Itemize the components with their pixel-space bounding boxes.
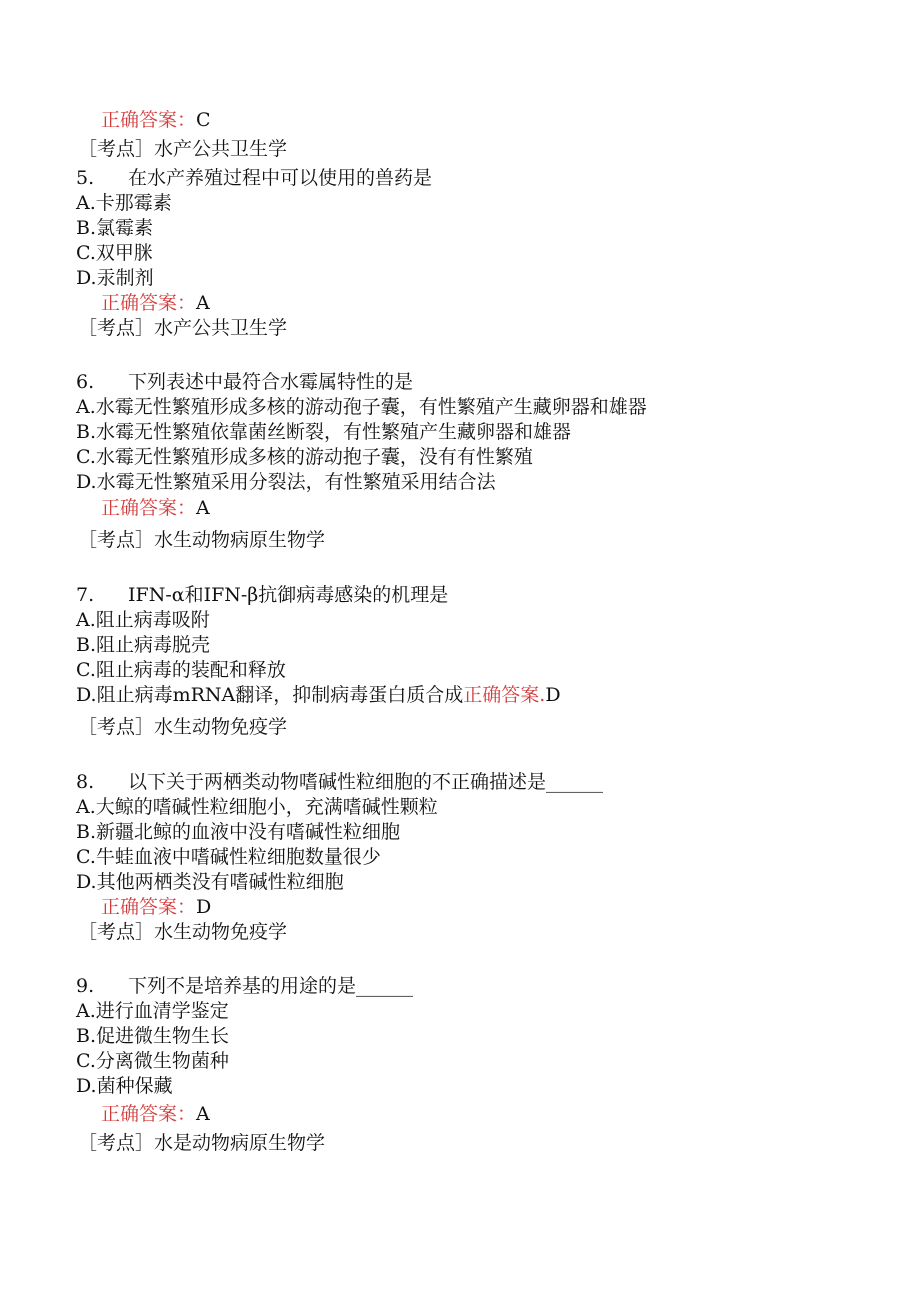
answer-value: D — [196, 896, 212, 918]
option-q9-a: A.进行血清学鉴定 — [76, 1000, 229, 1022]
question-text: 下列表述中最符合水霉属特性的是 — [128, 371, 414, 393]
option-q6-a: A.水霉无性繁殖形成多核的游动孢子囊，有性繁殖产生藏卵器和雄器 — [76, 396, 647, 418]
question-stem-q9 — [76, 974, 413, 998]
question-stem-q5 — [76, 166, 432, 190]
answer-value: D — [545, 684, 561, 706]
answer-value: A — [196, 292, 210, 314]
answer-label: 正确答案： — [101, 292, 197, 314]
option-q6-c: C.水霉无性繁殖形成多核的游动抱子囊，没有有性繁殖 — [76, 446, 533, 468]
option-q7-c: C.阻止病毒的装配和释放 — [76, 659, 286, 681]
question-stem-q6 — [76, 370, 413, 394]
kaodian-q8: ［考点］水生动物免疫学 — [78, 921, 288, 943]
question-text: 下列不是培养基的用途的是 — [128, 975, 357, 997]
answer-label: 正确答案： — [101, 109, 197, 131]
option-q8-d: D.其他两栖类没有嗜碱性粒细胞 — [76, 871, 344, 893]
kaodian-q4: ［考点］水产公共卫生学 — [78, 138, 288, 160]
option-q6-b: B.水霉无性繁殖依靠菌丝断裂，有性繁殖产生藏卵器和雄器 — [76, 421, 572, 443]
kaodian-q7: ［考点］水生动物免疫学 — [78, 716, 288, 738]
answer-line-q9 — [101, 1102, 210, 1126]
option-q8-b: B.新疆北鲸的血液中没有嗜碱性粒细胞 — [76, 821, 401, 843]
answer-label: 正确答案： — [101, 497, 197, 519]
option-q9-d: D.菌种保藏 — [76, 1075, 173, 1097]
answer-value: A — [196, 497, 210, 519]
answer-blank: ______ — [546, 771, 604, 793]
answer-value: A — [196, 1103, 210, 1125]
option-q5-a: A.卡那霉素 — [76, 192, 172, 214]
option-q9-b: B.促进微生物生长 — [76, 1025, 230, 1047]
question-text: IFN-α和IFN-β抗御病毒感染的机理是 — [128, 584, 449, 606]
answer-line-q4 — [101, 108, 211, 132]
answer-line-q6 — [101, 496, 210, 520]
option-text: D.阻止病毒mRNA翻译，抑制病毒蛋白质合成 — [76, 684, 464, 706]
option-q5-c: C.双甲脒 — [76, 242, 153, 264]
option-q8-c: C.牛蛙血液中嗜碱性粒细胞数量很少 — [76, 846, 381, 868]
option-q7-b: B.阻止病毒脱壳 — [76, 634, 211, 656]
answer-value: C — [196, 109, 211, 131]
answer-label: 正确答案： — [101, 896, 197, 918]
question-stem-q7 — [76, 583, 448, 607]
option-q7-d — [76, 683, 561, 707]
question-text: 在水产养殖过程中可以使用的兽药是 — [128, 167, 433, 189]
option-q9-c: C.分离微生物菌种 — [76, 1050, 229, 1072]
answer-line-q5 — [101, 291, 210, 315]
answer-blank: ______ — [356, 975, 414, 997]
option-q7-a: A.阻止病毒吸附 — [76, 609, 210, 631]
option-q6-d: D.水霉无性繁殖采用分裂法，有性繁殖采用结合法 — [76, 471, 496, 493]
question-stem-q8 — [76, 770, 603, 794]
question-number: 5. — [76, 167, 95, 189]
option-q5-d: D.汞制剂 — [76, 267, 154, 289]
question-text: 以下关于两栖类动物嗜碱性粒细胞的不正确描述是 — [128, 771, 547, 793]
kaodian-q9: ［考点］水是动物病原生物学 — [78, 1132, 326, 1154]
answer-label: 正确答案. — [463, 684, 546, 706]
answer-label: 正确答案： — [101, 1103, 197, 1125]
kaodian-q5: ［考点］水产公共卫生学 — [78, 317, 288, 339]
option-q8-a: A.大鲸的嗜碱性粒细胞小，充满嗜碱性颗粒 — [76, 796, 438, 818]
answer-line-q8 — [101, 895, 211, 919]
question-number: 8. — [76, 771, 95, 793]
question-number: 7. — [76, 584, 95, 606]
kaodian-q6: ［考点］水生动物病原生物学 — [78, 529, 326, 551]
question-number: 6. — [76, 371, 95, 393]
option-q5-b: B.氯霉素 — [76, 217, 154, 239]
question-number: 9. — [76, 975, 95, 997]
